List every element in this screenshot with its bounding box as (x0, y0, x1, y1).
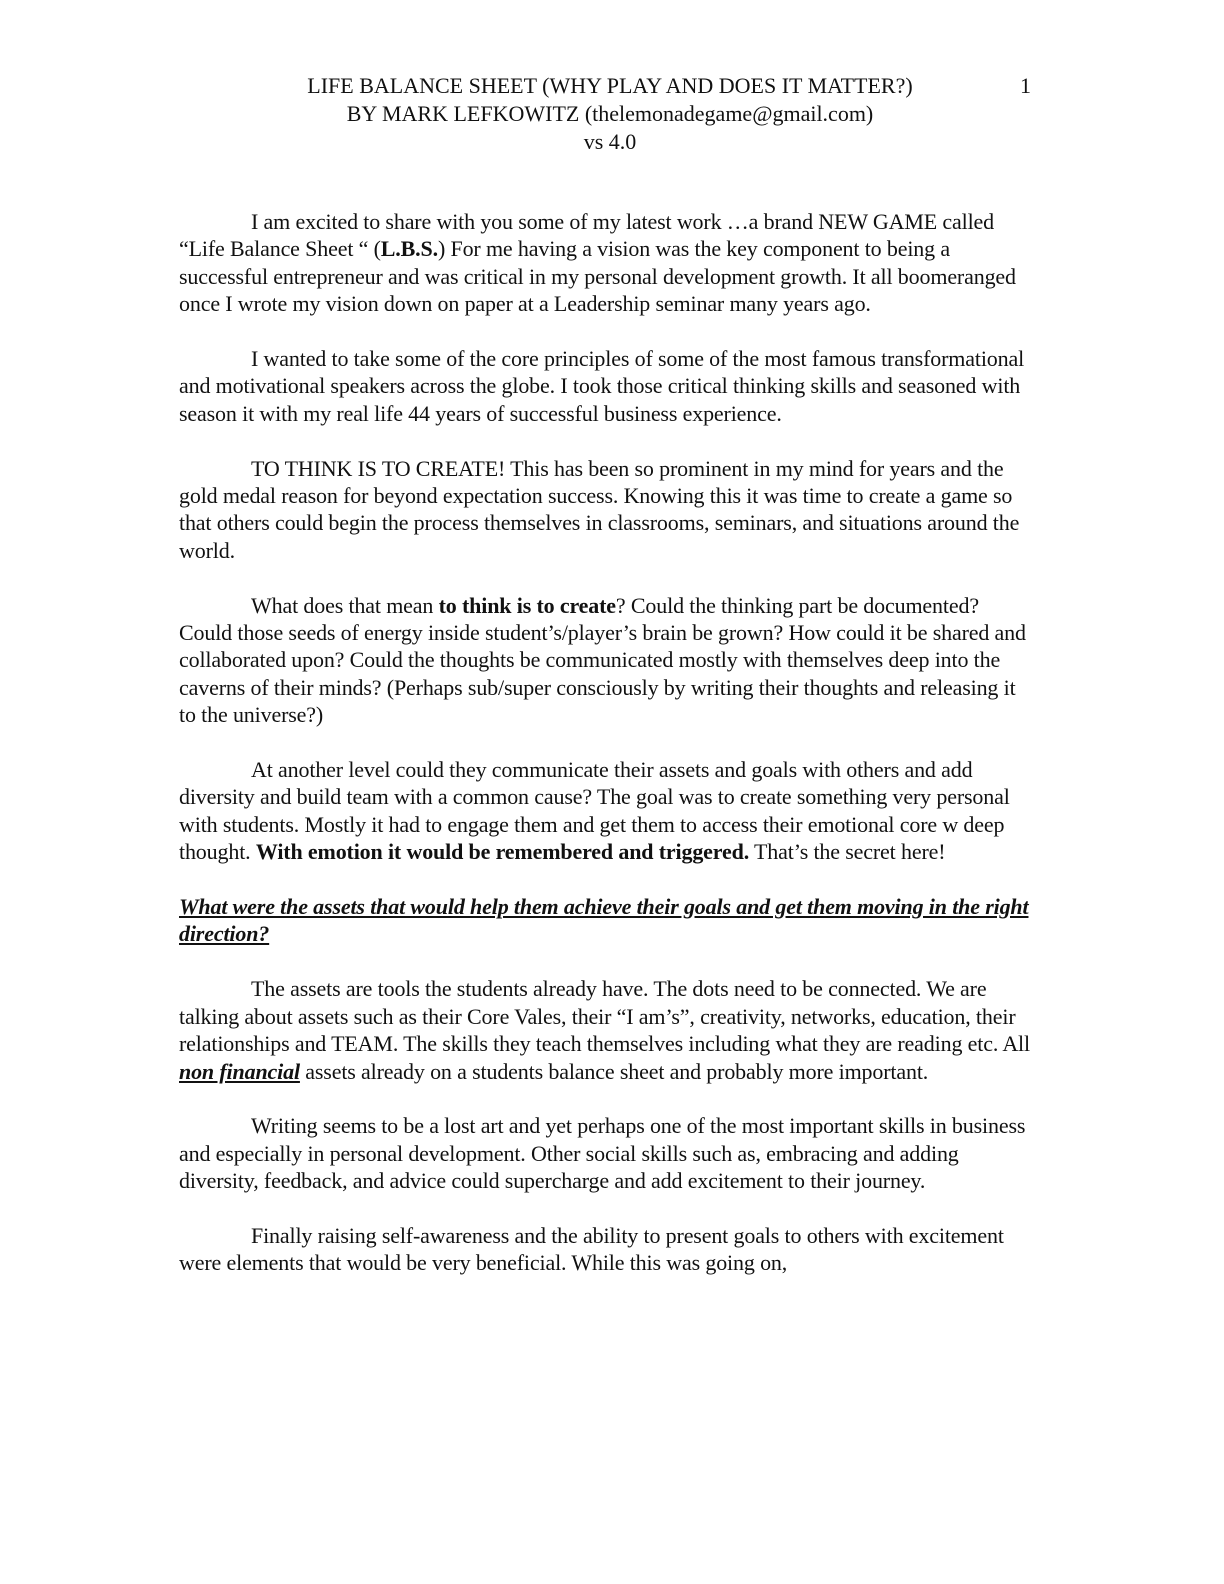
paragraph-5 (179, 756, 1035, 866)
page-number: 1 (1020, 73, 1031, 98)
paragraph-1-text-c: ) For me having a vision was the key component to being a successful entrepreneur and was critical in my personal development growth. It all boomeranged once I wrote my vision down on paper at a Leadership seminar many years ago. (179, 236, 1016, 317)
paragraph-3: TO THINK IS TO CREATE! This has been so prominent in my mind for years and the gold medal reason for beyond expectation success. Knowing this it was time to create a game so that others could begin the process themselves in classrooms, seminars, and situations around the world. (179, 455, 1020, 563)
header-title: LIFE BALANCE SHEET (WHY PLAY AND DOES IT MATTER?) (307, 73, 913, 98)
paragraph-4-bold: to think is to create (438, 592, 616, 618)
paragraph-6-text-c: assets already on a students balance sheet and probably more important. (299, 1058, 929, 1084)
paragraph-4-text-c: ? Could the thinking part be documented? Could those seeds of energy inside student’s/player’s brain be grown? How could it be shared and collaborated upon? Could the thoughts be communicated mostly with themselves deep into the caverns of their minds? (Perhaps sub/super consciously by writing their thoughts and releasing it to the universe?) (179, 592, 1026, 728)
section-heading: What were the assets that would help them achieve their goals and get them moving in the right direction? (179, 894, 1029, 947)
header-author: BY MARK LEFKOWITZ (thelemonadegame@gmail.com) (346, 101, 874, 126)
paragraph-5-text-c: That’s the secret here! (749, 839, 946, 865)
document-body (179, 208, 1035, 1304)
paragraph-4 (179, 592, 1035, 729)
paragraph-8: Finally raising self-awareness and the ability to present goals to others with excitement were elements that would be very beneficial. While this was going on, (179, 1222, 1004, 1276)
paragraph-6-text-a: The assets are tools the students already have. The dots need to be connected. We are talking about assets such as their Core Vales, their “I am’s”, creativity, networks, education, their relationships and TEAM. The skills they teach themselves including what they are reading etc. All (179, 976, 1030, 1057)
paragraph-2: I wanted to take some of the core principles of some of the most famous transformational and motivational speakers across the globe. I took those critical thinking skills and seasoned with season it with my real life 44 years of successful business experience. (179, 346, 1025, 426)
paragraph-6-emphasis: non financial (179, 1058, 300, 1084)
paragraph-4-text-a: What does that mean (251, 592, 439, 618)
document-header (180, 72, 1040, 156)
paragraph-1-bold: L.B.S. (380, 236, 438, 262)
header-version: vs 4.0 (583, 129, 637, 154)
paragraph-1-text-a: I am excited to share with you some of my latest work …a brand NEW GAME called “Life Balance Sheet “ ( (179, 209, 995, 262)
paragraph-5-text-a: At another level could they communicate their assets and goals with others and add diversity and build team with a common cause? The goal was to create something very personal with students. Mostly it had to engage them and get them to access their emotional core w deep thought. (179, 757, 1010, 865)
paragraph-1 (179, 208, 1035, 318)
paragraph-6 (179, 975, 1035, 1085)
paragraph-7: Writing seems to be a lost art and yet perhaps one of the most important skills in business and especially in personal development. Other social skills such as, embracing and adding diversity, feedback, and advice could supercharge and add excitement to their journey. (179, 1113, 1026, 1194)
paragraph-5-bold: With emotion it would be remembered and triggered. (255, 839, 750, 865)
